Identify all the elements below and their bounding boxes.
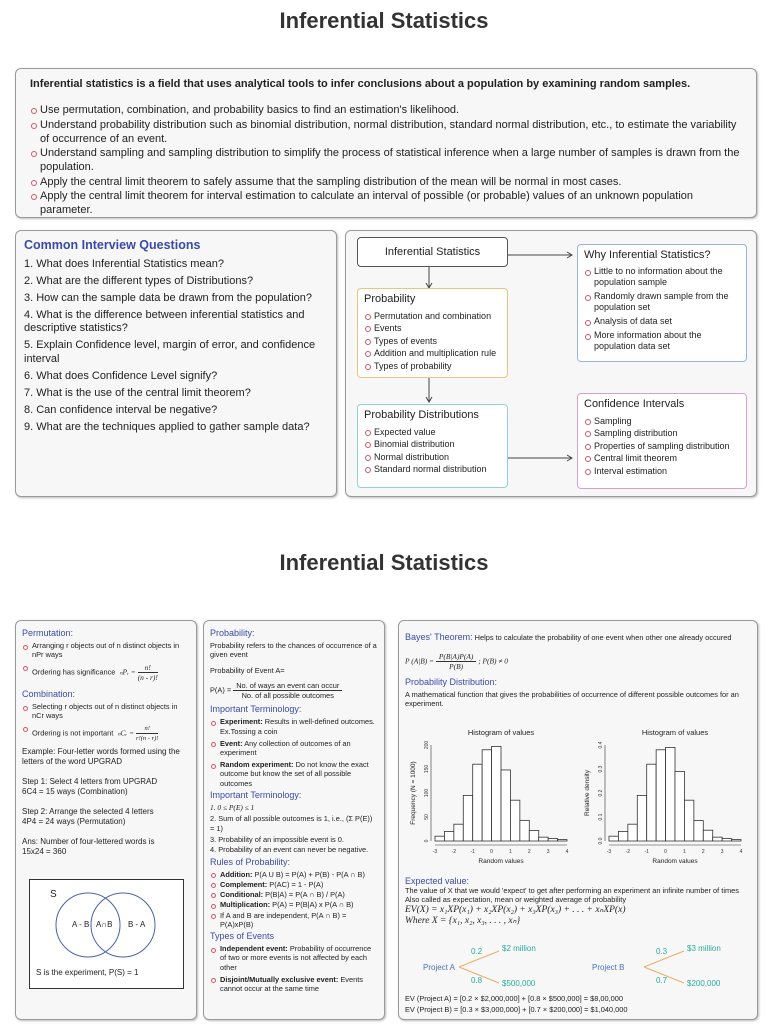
intro-panel	[15, 68, 757, 218]
project-a-value-1: $2 million	[502, 944, 536, 953]
histogram-bar	[618, 831, 627, 841]
perm-bullet	[22, 663, 190, 682]
event-type-key: Independent event:	[220, 944, 288, 954]
term-item	[210, 739, 378, 757]
formula-den: P(B)	[449, 662, 464, 672]
node-item: Central limit theorem	[584, 452, 740, 465]
node-item: Interval estimation	[584, 465, 740, 478]
y-axis-label: Relative density	[584, 770, 591, 816]
page-title: Inferential Statistics	[279, 8, 489, 33]
node-item: Sampling distribution	[584, 427, 740, 440]
section-title: Inferential Statistics	[279, 550, 489, 575]
node-item: Sampling	[584, 415, 740, 428]
histogram-bar	[510, 800, 519, 841]
probability-formula	[210, 681, 378, 700]
x-tick-label: 0	[490, 849, 493, 855]
node-item: Properties of sampling distribution	[584, 440, 740, 453]
intro-lead: Inferential statistics is a field that uses analytical tools to infer conclusions about a population by examining random samples.	[30, 78, 691, 90]
project-a-prob-1: 0.2	[471, 947, 483, 956]
x-tick-label: -2	[625, 849, 631, 855]
question-item: 7. What is the use of the central limit theorem?	[24, 387, 251, 400]
y-tick-label: 0.0	[598, 837, 604, 845]
probability-event-label: Probability of Event A=	[210, 665, 285, 675]
bayes-distribution-panel	[398, 620, 758, 1020]
venn-caption: S is the experiment, P(S) = 1	[36, 968, 139, 977]
histogram-bar	[675, 771, 684, 841]
formula-lhs: ₙPᵣ =	[119, 667, 136, 677]
axiom-2: 2. Sum of all possible outcomes is 1, i.e., (Σ P(E)) = 1)	[210, 813, 373, 834]
x-tick-label: 3	[546, 849, 550, 855]
confidence-node	[577, 393, 747, 489]
x-tick-label: -3	[606, 849, 612, 855]
x-tick-label: 1	[509, 849, 512, 855]
question-item: 8. Can confidence interval be negative?	[24, 404, 218, 417]
venn-label-b-minus-a: B - A	[128, 920, 146, 929]
bayes-formula	[405, 652, 751, 671]
question-item: 1. What does Inferential Statistics mean?	[24, 257, 224, 270]
node-item: Standard normal distribution	[364, 463, 501, 476]
ev-formula: EV(X) = x₁XP(x₁) + x₂XP(x₂) + x₃XP(x₃) + . . . + xₙXP(x)	[405, 904, 626, 915]
formula-lhs: P (A|B) =	[405, 656, 435, 666]
y-tick-label: 100	[424, 788, 430, 798]
y-tick-label: 50	[424, 814, 430, 820]
formula-den: (n - r)!	[137, 672, 158, 682]
x-axis-label: Random values	[652, 858, 698, 865]
probability-node	[357, 288, 508, 378]
question-item: 2. What are the different types of Distributions?	[24, 274, 254, 287]
histogram-bar	[501, 770, 510, 841]
why-node-title: Why Inferential Statistics?	[584, 249, 711, 261]
venn-label-s: S	[50, 889, 57, 900]
questions-heading: Common Interview Questions	[24, 238, 201, 252]
histogram-bar	[732, 840, 741, 841]
x-tick-label: 1	[683, 849, 686, 855]
y-tick-label: 0.3	[598, 765, 604, 773]
node-item: Types of probability	[364, 360, 501, 373]
perm-bullet-text: Ordering has significance	[32, 667, 116, 677]
x-tick-label: 4	[739, 849, 743, 855]
x-tick-label: -2	[451, 849, 457, 855]
node-item: Binomial distribution	[364, 438, 501, 451]
event-type-item	[210, 944, 378, 972]
ev-project-a-result: EV (Project A) = [0.2 × $2,000,000] + [0.8 × $500,000] = $8,00,000	[405, 994, 623, 1003]
histogram-bar	[529, 830, 538, 841]
axiom-4: 4. Probability of an event can never be negative.	[210, 845, 369, 855]
rule-key: Conditional:	[220, 890, 264, 900]
rule-value: P(B|A) = P(A ∩ B) / P(A)	[263, 890, 345, 900]
rule-item	[210, 880, 378, 889]
node-item: Normal distribution	[364, 451, 501, 464]
histogram-bar	[666, 747, 675, 841]
comb-bullet-text: Ordering is not important	[32, 728, 114, 738]
step2-text: Step 2: Arrange the selected 4 letters	[22, 807, 154, 817]
probability-heading: Probability:	[210, 628, 255, 638]
x-tick-label: 2	[701, 849, 705, 855]
histogram-bar	[647, 764, 656, 841]
histogram-bar	[713, 837, 722, 841]
rule-value: P(A) = P(B|A) x P(A ∩ B)	[270, 900, 354, 910]
rule-value: P(AC) = 1 - P(A)	[267, 879, 324, 889]
histogram-bar	[482, 750, 491, 841]
venn-label-a-minus-b: A - B	[72, 920, 90, 929]
step1-text: Step 1: Select 4 letters from UPGRAD	[22, 777, 158, 787]
chart-title: Histogram of values	[641, 728, 709, 737]
probability-node-title: Probability	[364, 293, 416, 305]
term-item	[210, 760, 378, 788]
x-tick-label: 4	[565, 849, 569, 855]
rule-item	[210, 900, 378, 909]
term-value: Results in well-defined outcomes. Ex.Tossing a coin	[220, 717, 375, 736]
node-item: Expected value	[364, 426, 501, 439]
node-item: Little to no information about the population sample	[584, 266, 740, 288]
x-tick-label: 3	[720, 849, 724, 855]
rule-value: P(A U B) = P(A) + P(B) - P(A ∩ B)	[252, 869, 365, 879]
axiom-1: 1. 0 ≤ P(E) ≤ 1	[210, 803, 255, 813]
permutation-panel	[15, 620, 197, 1020]
project-b-prob-2: 0.7	[656, 976, 668, 985]
event-type-value: Probability of occurrence of two or more events is not affected by each other	[220, 944, 372, 972]
histogram-bar	[722, 839, 731, 841]
histogram-bar	[435, 836, 444, 841]
rule-value: If A and B are independent, P(A ∩ B) = P(A)xP(B)	[220, 910, 347, 929]
distribution-description: A mathematical function that gives the probabilities of occurrence of different possible outcomes for an experiment.	[405, 689, 739, 709]
node-item: Analysis of data set	[584, 316, 740, 327]
term-value: Do not know the exact outcome but know the set of all possible outcomes	[220, 760, 369, 788]
node-item: Types of events	[364, 335, 501, 348]
event-type-item	[210, 975, 378, 993]
expected-value-heading: Expected value:	[405, 876, 470, 886]
node-item: Events	[364, 322, 501, 335]
formula-den: r!(n - r)!	[136, 734, 159, 742]
step2-result: 4P4 = 24 ways (Permutation)	[22, 817, 126, 827]
bayes-heading: Bayes' Theorem:	[405, 632, 473, 642]
chart-title: Histogram of values	[467, 728, 535, 737]
combination-formula	[136, 724, 158, 743]
y-tick-label: 150	[424, 764, 430, 774]
project-b-value-1: $3 million	[687, 944, 721, 953]
event-types-heading: Types of Events	[210, 930, 275, 941]
why-node	[577, 244, 747, 362]
probability-panel	[203, 620, 385, 1020]
perm-bullet: Arranging r objects out of n distinct objects in nPr ways	[22, 641, 190, 659]
x-axis-label: Random values	[478, 858, 524, 865]
bayes-description: Helps to calculate the probability of one event when other one already occured	[472, 633, 732, 642]
formula-condition: ; P(B) ≠ 0	[478, 656, 508, 666]
terminology-heading-2: Important Terminology:	[210, 789, 302, 800]
interview-questions-panel	[15, 230, 337, 497]
y-axis-label: Frequency (N = 1000)	[410, 761, 417, 825]
term-item	[210, 717, 378, 735]
histogram-bar	[492, 746, 501, 841]
answer-text: Ans: Number of four-lettered words is 15x24 = 360	[22, 837, 155, 857]
rule-item	[210, 911, 378, 929]
node-item: Permutation and combination	[364, 310, 501, 323]
ev-project-b-result: EV (Project B) = [0.3 × $3,000,000] + [0.7 × $200,000] = $1,040,000	[405, 1005, 628, 1014]
histogram-bar	[539, 837, 548, 841]
y-tick-label: 200	[424, 740, 430, 750]
histogram-bar	[628, 824, 637, 841]
histogram-bar	[684, 800, 693, 841]
histogram-bar	[473, 764, 482, 841]
confidence-node-title: Confidence Intervals	[584, 398, 685, 410]
rule-key: Multiplication:	[220, 900, 271, 910]
term-value: Any collection of outcomes of an experiment	[220, 738, 351, 758]
formula-num: No. of ways an event can occur	[233, 681, 342, 691]
question-item: 9. What are the techniques applied to gather sample data?	[24, 421, 310, 434]
term-key: Event:	[220, 738, 243, 748]
project-a-prob-2: 0.8	[471, 976, 483, 985]
question-item: 4. What is the difference between inferential statistics and descriptive statistics?	[24, 308, 305, 335]
x-tick-label: 0	[664, 849, 667, 855]
histogram-frequency	[405, 723, 575, 871]
node-item: More information about the population data set	[584, 330, 740, 352]
question-item: 3. How can the sample data be drawn from the population?	[24, 291, 313, 304]
formula-num: n!	[138, 663, 158, 673]
formula-num: P(B|A)P(A)	[436, 652, 476, 662]
distributions-node-title: Probability Distributions	[364, 409, 479, 421]
histogram-bar	[548, 839, 557, 841]
node-item: Randomly drawn sample from the population set	[584, 291, 740, 313]
venn-label-intersection: A∩B	[96, 920, 113, 929]
histogram-bar	[444, 831, 453, 841]
rule-key: Complement:	[220, 879, 268, 889]
comb-bullet	[22, 724, 190, 743]
rule-key: Addition:	[220, 869, 253, 879]
formula-lhs: ₙCᵣ =	[117, 728, 134, 738]
histogram-bar	[463, 795, 472, 841]
rule-item	[210, 870, 378, 879]
histogram-density	[579, 723, 749, 871]
concept-diagram-panel	[345, 230, 757, 497]
histogram-bar	[703, 830, 712, 841]
intro-bullet: Understand sampling and sampling distribution to simplify the process of statistical inference when a large number of samples is drawn from the population.	[30, 146, 742, 175]
permutation-formula	[138, 663, 158, 682]
formula-num: n!	[136, 724, 158, 734]
histogram-bar	[609, 836, 618, 841]
project-a-label: Project A	[423, 963, 456, 972]
project-b-label: Project B	[592, 963, 625, 972]
combination-heading: Combination:	[22, 689, 76, 700]
histogram-bar	[694, 821, 703, 841]
ev-formula-where: Where X = {x₁, x₂, x₃, . . . , xₙ}	[405, 915, 521, 926]
intro-bullet: Apply the central limit theorem for interval estimation to calculate an interval of possible (or probable) values of an unknown population parameter.	[30, 189, 742, 218]
venn-diagram	[29, 879, 184, 989]
axiom-3: 3. Probability of an impossible event is 0.	[210, 834, 344, 844]
x-tick-label: -1	[644, 849, 649, 855]
question-item: 6. What does Confidence Level signify?	[24, 369, 218, 382]
histogram-bar	[558, 840, 567, 841]
rule-item	[210, 890, 378, 899]
project-a-value-2: $500,000	[502, 979, 536, 988]
permutation-heading: Permutation:	[22, 628, 74, 638]
term-key: Random experiment:	[220, 760, 294, 770]
intro-bullet: Use permutation, combination, and probability basics to find an estimation's likelihood.	[30, 103, 742, 117]
node-item: Addition and multiplication rule	[364, 347, 501, 360]
histogram-bar	[454, 824, 463, 841]
ev-definition: The value of X that we would 'expect' to get after performing an experiment an infinite number of times	[405, 886, 739, 896]
x-tick-label: 2	[527, 849, 531, 855]
formula-den: No. of all possible outcomes	[241, 691, 334, 701]
y-tick-label: 0.1	[598, 813, 604, 821]
example-text: Example: Four-letter words formed using the letters of the word UPGRAD	[22, 747, 180, 767]
diagram-root-node: Inferential Statistics	[357, 237, 508, 267]
project-b-value-2: $200,000	[687, 979, 721, 988]
x-tick-label: -3	[432, 849, 438, 855]
histogram-bar	[520, 820, 529, 841]
event-type-value: Events cannot occur at the same time	[220, 974, 363, 993]
formula-lhs: P(A) =	[210, 685, 232, 695]
question-item: 5. Explain Confidence level, margin of error, and confidence interval	[24, 339, 316, 365]
terminology-heading: Important Terminology:	[210, 704, 302, 715]
intro-bullet: Understand probability distribution such as binomial distribution, normal distribution, standard normal distribution, etc., to estimate the variability of occurrence of an event.	[30, 118, 742, 147]
ev-aka: Also called as expectation, mean or weighted average of probability	[405, 895, 627, 905]
x-tick-label: -1	[470, 849, 475, 855]
distributions-node	[357, 404, 508, 488]
histogram-bar	[656, 750, 665, 841]
y-tick-label: 0.2	[598, 789, 604, 797]
intro-bullet: Apply the central limit theorem to safely assume that the sampling distribution of the mean will be normal in most cases.	[30, 175, 742, 189]
step1-result: 6C4 = 15 ways (Combination)	[22, 787, 128, 797]
distribution-heading: Probability Distribution:	[405, 676, 498, 687]
rules-heading: Rules of Probability:	[210, 856, 291, 867]
project-b-prob-1: 0.3	[656, 947, 668, 956]
histogram-bar	[637, 795, 646, 841]
y-tick-label: 0.4	[598, 741, 604, 749]
term-key: Experiment:	[220, 717, 263, 727]
comb-bullet: Selecting r objects out of n distinct objects in nCr ways	[22, 702, 190, 720]
y-tick-label: 0	[424, 839, 430, 843]
probability-definition: Probability refers to the chances of occurrence of a given event	[210, 641, 377, 660]
event-type-key: Disjoint/Mutually exclusive event:	[220, 974, 339, 984]
